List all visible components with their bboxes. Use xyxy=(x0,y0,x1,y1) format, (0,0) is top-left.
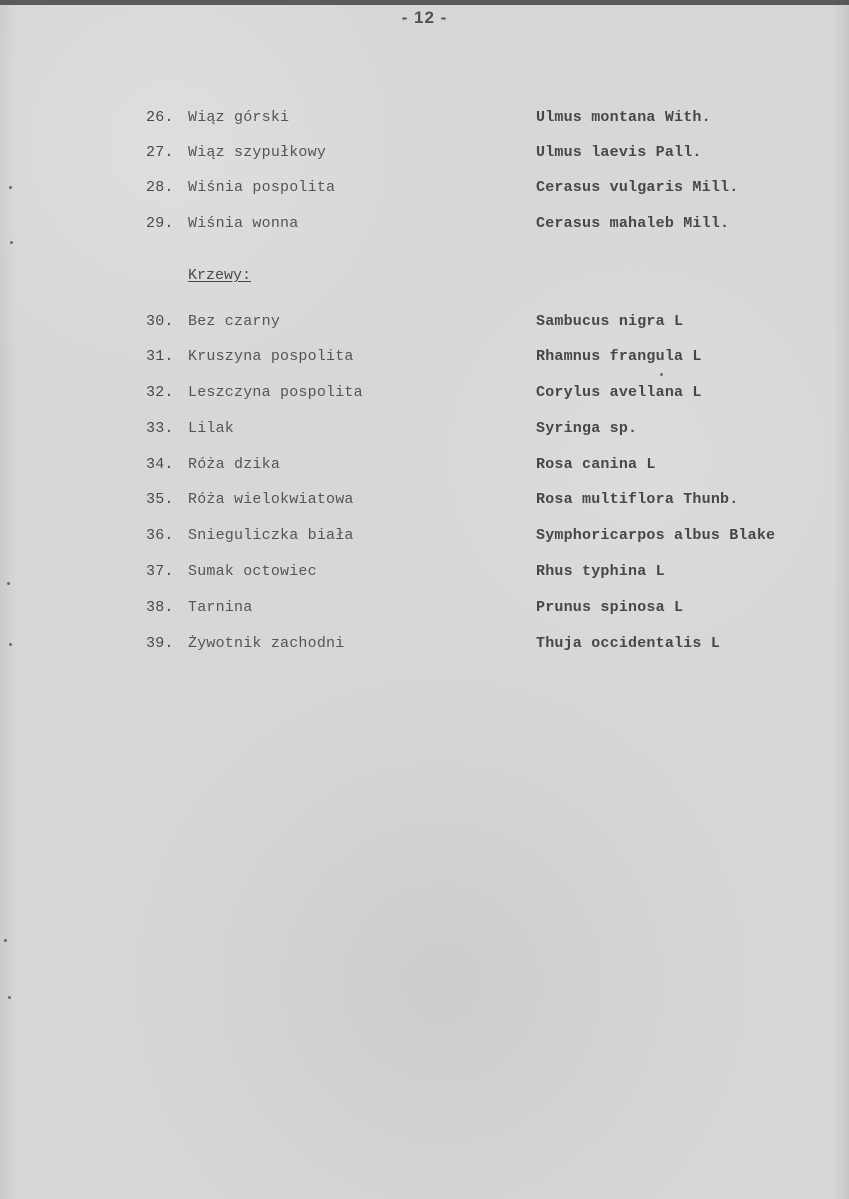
latin-name: Thuja occidentalis L xyxy=(536,635,721,652)
top-edge-shadow xyxy=(0,0,849,5)
entry-number: 29. xyxy=(146,215,174,232)
paper-speck-mark xyxy=(9,186,12,189)
common-name: Wiąz szypułkowy xyxy=(188,144,327,161)
entry-number: 39. xyxy=(146,635,174,652)
list-item xyxy=(146,453,826,477)
common-name: Lilak xyxy=(188,420,235,437)
entry-number: 32. xyxy=(146,384,174,401)
paper-speck-mark xyxy=(9,643,12,646)
page-number: - 12 - xyxy=(401,8,448,27)
list-item xyxy=(146,524,826,548)
latin-name: Rosa multiflora Thunb. xyxy=(536,491,739,508)
common-name: Róża dzika xyxy=(188,456,281,473)
common-name: Sumak octowiec xyxy=(188,563,317,580)
entry-number: 37. xyxy=(146,563,174,580)
entry-number: 38. xyxy=(146,599,174,616)
common-name: Róża wielokwiatowa xyxy=(188,491,354,508)
entry-number: 31. xyxy=(146,348,174,365)
list-item xyxy=(146,488,826,512)
latin-name: Syringa sp. xyxy=(536,420,638,437)
latin-name: Ulmus montana With. xyxy=(536,109,711,126)
entry-number: 30. xyxy=(146,313,174,330)
entry-number: 27. xyxy=(146,144,174,161)
latin-name: Ulmus laevis Pall. xyxy=(536,144,702,161)
entry-number: 34. xyxy=(146,456,174,473)
entry-number: 28. xyxy=(146,179,174,196)
list-item xyxy=(146,106,826,130)
paper-speck-mark xyxy=(10,241,13,244)
latin-name: Symphoricarpos albus Blake xyxy=(536,527,776,544)
common-name: Żywotnik zachodni xyxy=(188,635,345,652)
entry-number: 33. xyxy=(146,420,174,437)
list-item xyxy=(146,560,826,584)
paper-speck-mark xyxy=(660,373,663,376)
common-name: Leszczyna pospolita xyxy=(188,384,363,401)
common-name: Kruszyna pospolita xyxy=(188,348,354,365)
common-name: Snieguliczka biała xyxy=(188,527,354,544)
entry-number: 26. xyxy=(146,109,174,126)
common-name: Wiśnia wonna xyxy=(188,215,299,232)
latin-name: Rosa canina L xyxy=(536,456,656,473)
common-name: Wiąz górski xyxy=(188,109,290,126)
list-item xyxy=(146,345,826,369)
list-item xyxy=(146,632,826,656)
entry-number: 36. xyxy=(146,527,174,544)
list-item xyxy=(146,176,826,200)
common-name: Wiśnia pospolita xyxy=(188,179,336,196)
latin-name: Prunus spinosa L xyxy=(536,599,684,616)
entry-number: 35. xyxy=(146,491,174,508)
latin-name: Rhamnus frangula L xyxy=(536,348,702,365)
paper-speck-mark xyxy=(7,582,10,585)
list-item xyxy=(146,381,826,405)
list-item xyxy=(146,310,826,334)
common-name: Tarnina xyxy=(188,599,253,616)
list-item xyxy=(146,141,826,165)
paper-speck-mark xyxy=(4,939,7,942)
paper-speck-mark xyxy=(8,996,11,999)
latin-name: Cerasus mahaleb Mill. xyxy=(536,215,730,232)
common-name: Bez czarny xyxy=(188,313,281,330)
list-item xyxy=(146,212,826,236)
latin-name: Cerasus vulgaris Mill. xyxy=(536,179,739,196)
latin-name: Corylus avellana L xyxy=(536,384,702,401)
list-item xyxy=(146,417,826,441)
section-title: Krzewy: xyxy=(188,267,252,284)
latin-name: Sambucus nigra L xyxy=(536,313,684,330)
latin-name: Rhus typhina L xyxy=(536,563,665,580)
list-item xyxy=(146,596,826,620)
